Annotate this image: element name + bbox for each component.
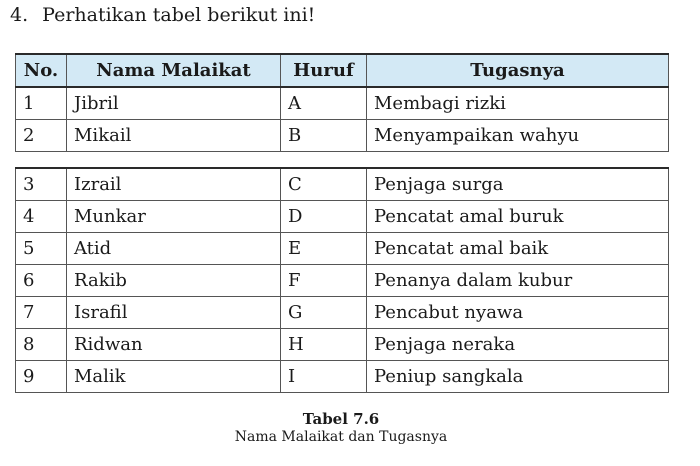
cell-tugasnya: Menyampaikan wahyu bbox=[367, 120, 669, 152]
cell-nama-malaikat: Rakib bbox=[67, 265, 281, 297]
cell-nama-malaikat: Mikail bbox=[67, 120, 281, 152]
table-row bbox=[16, 361, 669, 393]
cell-huruf: C bbox=[281, 168, 367, 201]
question-number: 4. bbox=[10, 4, 29, 26]
question bbox=[10, 3, 315, 27]
cell-no: 1 bbox=[16, 87, 67, 120]
angels-table-bottom bbox=[15, 167, 669, 393]
cell-no: 2 bbox=[16, 120, 67, 152]
cell-tugasnya: Penjaga surga bbox=[367, 168, 669, 201]
question-text: Perhatikan tabel berikut ini! bbox=[42, 4, 316, 26]
table-row bbox=[16, 168, 669, 201]
cell-nama-malaikat: Israfil bbox=[67, 297, 281, 329]
cell-huruf: D bbox=[281, 201, 367, 233]
cell-no: 8 bbox=[16, 329, 67, 361]
cell-huruf: A bbox=[281, 87, 367, 120]
cell-no: 3 bbox=[16, 168, 67, 201]
cell-huruf: H bbox=[281, 329, 367, 361]
cell-nama-malaikat: Jibril bbox=[67, 87, 281, 120]
cell-nama-malaikat: Ridwan bbox=[67, 329, 281, 361]
cell-tugasnya: Penanya dalam kubur bbox=[367, 265, 669, 297]
header-huruf: Huruf bbox=[281, 54, 367, 87]
cell-nama-malaikat: Izrail bbox=[67, 168, 281, 201]
table-row bbox=[16, 265, 669, 297]
table-header-row bbox=[16, 54, 669, 87]
cell-no: 4 bbox=[16, 201, 67, 233]
cell-tugasnya: Membagi rizki bbox=[367, 87, 669, 120]
cell-huruf: G bbox=[281, 297, 367, 329]
table-row bbox=[16, 87, 669, 120]
table-row bbox=[16, 201, 669, 233]
cell-no: 7 bbox=[16, 297, 67, 329]
table-row bbox=[16, 329, 669, 361]
table-row bbox=[16, 233, 669, 265]
table-caption-subtitle: Nama Malaikat dan Tugasnya bbox=[234, 429, 448, 445]
header-tugasnya: Tugasnya bbox=[367, 54, 669, 87]
cell-huruf: F bbox=[281, 265, 367, 297]
header-nama-malaikat: Nama Malaikat bbox=[67, 54, 281, 87]
cell-huruf: B bbox=[281, 120, 367, 152]
angels-table-top bbox=[15, 53, 669, 152]
cell-huruf: E bbox=[281, 233, 367, 265]
cell-tugasnya: Pencabut nyawa bbox=[367, 297, 669, 329]
cell-tugasnya: Pencatat amal buruk bbox=[367, 201, 669, 233]
cell-tugasnya: Peniup sangkala bbox=[367, 361, 669, 393]
cell-no: 9 bbox=[16, 361, 67, 393]
table-row bbox=[16, 120, 669, 152]
cell-huruf: I bbox=[281, 361, 367, 393]
table-caption-title: Tabel 7.6 bbox=[302, 410, 380, 428]
cell-nama-malaikat: Munkar bbox=[67, 201, 281, 233]
cell-tugasnya: Penjaga neraka bbox=[367, 329, 669, 361]
table-row bbox=[16, 297, 669, 329]
cell-no: 5 bbox=[16, 233, 67, 265]
cell-no: 6 bbox=[16, 265, 67, 297]
cell-nama-malaikat: Malik bbox=[67, 361, 281, 393]
header-no: No. bbox=[16, 54, 67, 87]
cell-tugasnya: Pencatat amal baik bbox=[367, 233, 669, 265]
cell-nama-malaikat: Atid bbox=[67, 233, 281, 265]
